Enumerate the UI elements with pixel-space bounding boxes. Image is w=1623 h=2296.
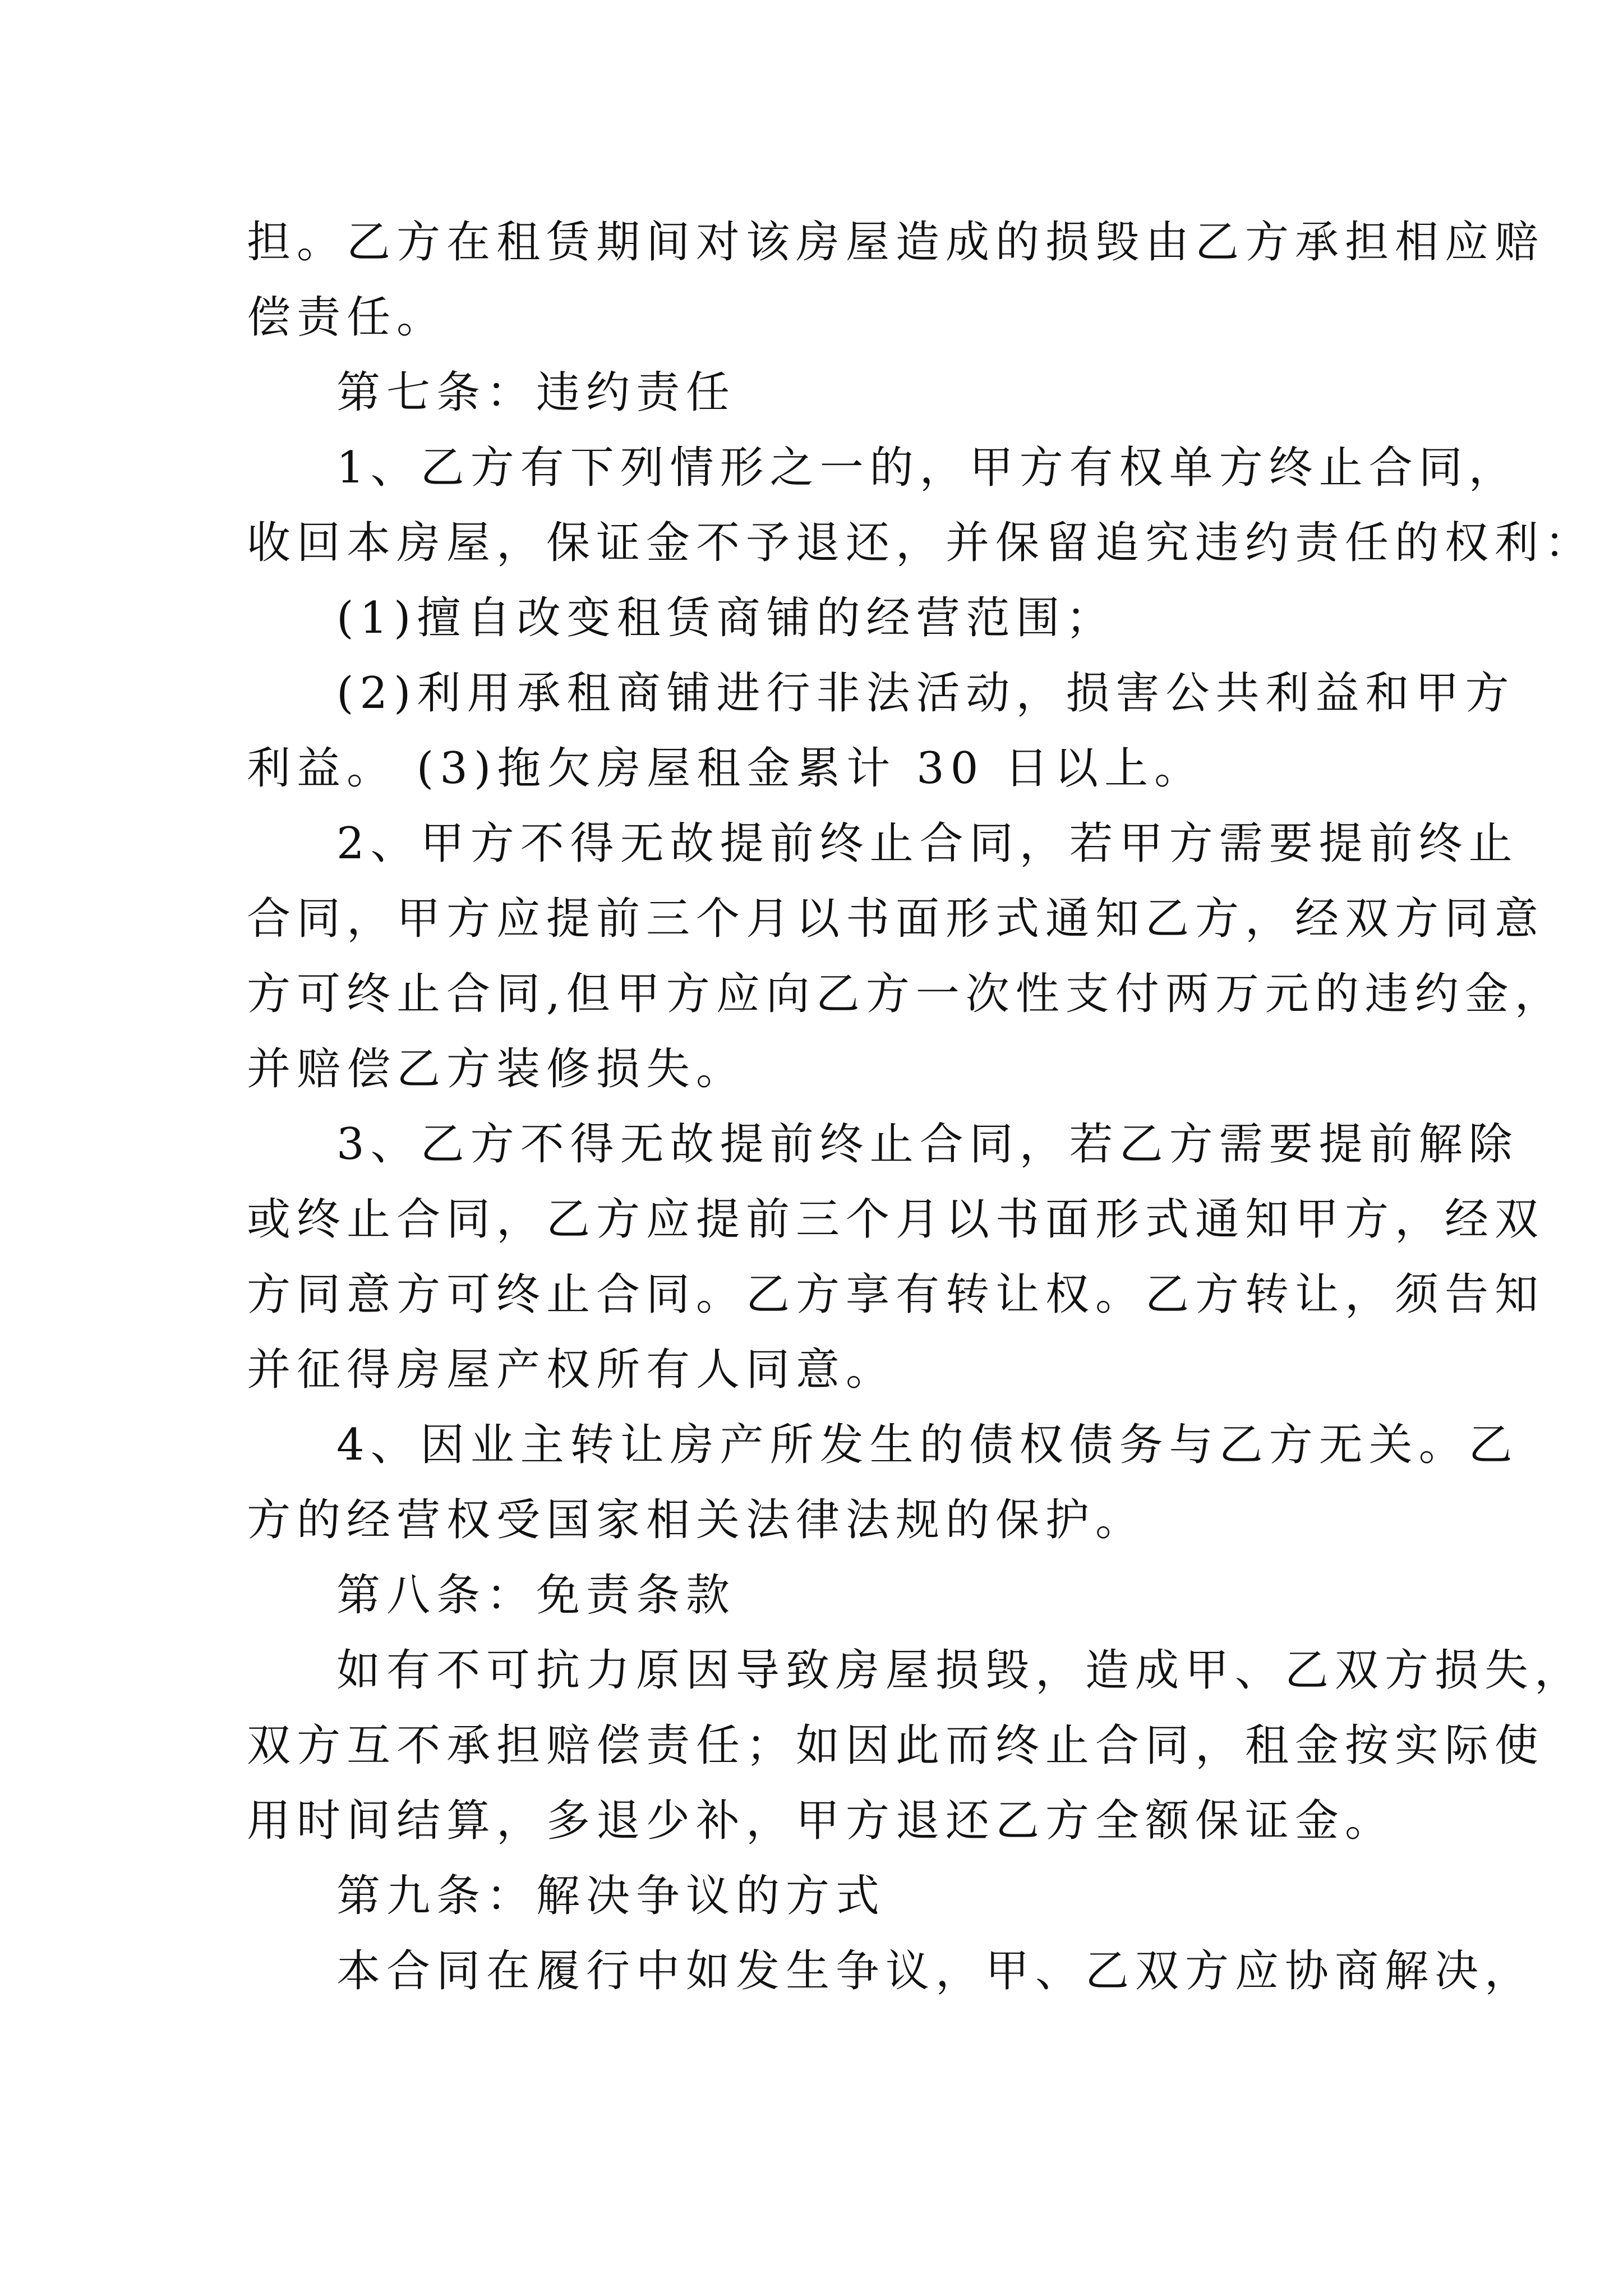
text-line: 1、乙方有下列情形之一的，甲方有权单方终止合同，: [336, 443, 1519, 493]
text-line: 方的经营权受国家相关法律法规的保护。: [247, 1495, 1146, 1545]
text-line: 方可终止合同,但甲方应向乙方一次性支付两万元的违约金，: [247, 969, 1565, 1019]
text-line: 担。乙方在租赁期间对该房屋造成的损毁由乙方承担相应赔: [247, 217, 1545, 268]
section-heading-article-9: 第九条：解决争议的方式: [336, 1871, 886, 1921]
text-line: 并征得房屋产权所有人同意。: [247, 1345, 896, 1395]
text-line: 双方互不承担赔偿责任；如因此而终止合同，租金按实际使: [247, 1720, 1545, 1771]
section-heading-article-8: 第八条：免责条款: [336, 1570, 736, 1621]
text-line: (2)利用承租商铺进行非法活动，损害公共利益和甲方: [336, 668, 1515, 719]
text-line: 如有不可抗力原因导致房屋损毁，造成甲、乙双方损失，: [336, 1645, 1585, 1696]
text-line: 用时间结算，多退少补，甲方退还乙方全额保证金。: [247, 1796, 1395, 1846]
text-line: 并赔偿乙方装修损失。: [247, 1044, 746, 1094]
contract-body: [247, 205, 1595, 2009]
text-line: 方同意方可终止合同。乙方享有转让权。乙方转让，须告知: [247, 1269, 1545, 1320]
text-line: 3、乙方不得无故提前终止合同，若乙方需要提前解除: [336, 1119, 1519, 1170]
text-line: (1)擅自改变租赁商铺的经营范围；: [336, 593, 1116, 643]
text-line: 合同，甲方应提前三个月以书面形式通知乙方，经双方同意: [247, 894, 1545, 944]
text-line: 4、因业主转让房产所发生的债权债务与乙方无关。乙: [336, 1420, 1519, 1470]
text-line: 偿责任。: [247, 292, 447, 343]
text-line: 利益。 (3)拖欠房屋租金累计 30 日以上。: [247, 743, 1205, 794]
text-line: 收回本房屋，保证金不予退还，并保留追究违约责任的权利：: [247, 518, 1595, 568]
text-line: 2、甲方不得无故提前终止合同，若甲方需要提前终止: [336, 818, 1519, 869]
section-heading-article-7: 第七条：违约责任: [336, 367, 736, 418]
text-line: 本合同在履行中如发生争议，甲、乙双方应协商解决，: [336, 1946, 1535, 1996]
text-line: 或终止合同，乙方应提前三个月以书面形式通知甲方，经双: [247, 1194, 1545, 1245]
